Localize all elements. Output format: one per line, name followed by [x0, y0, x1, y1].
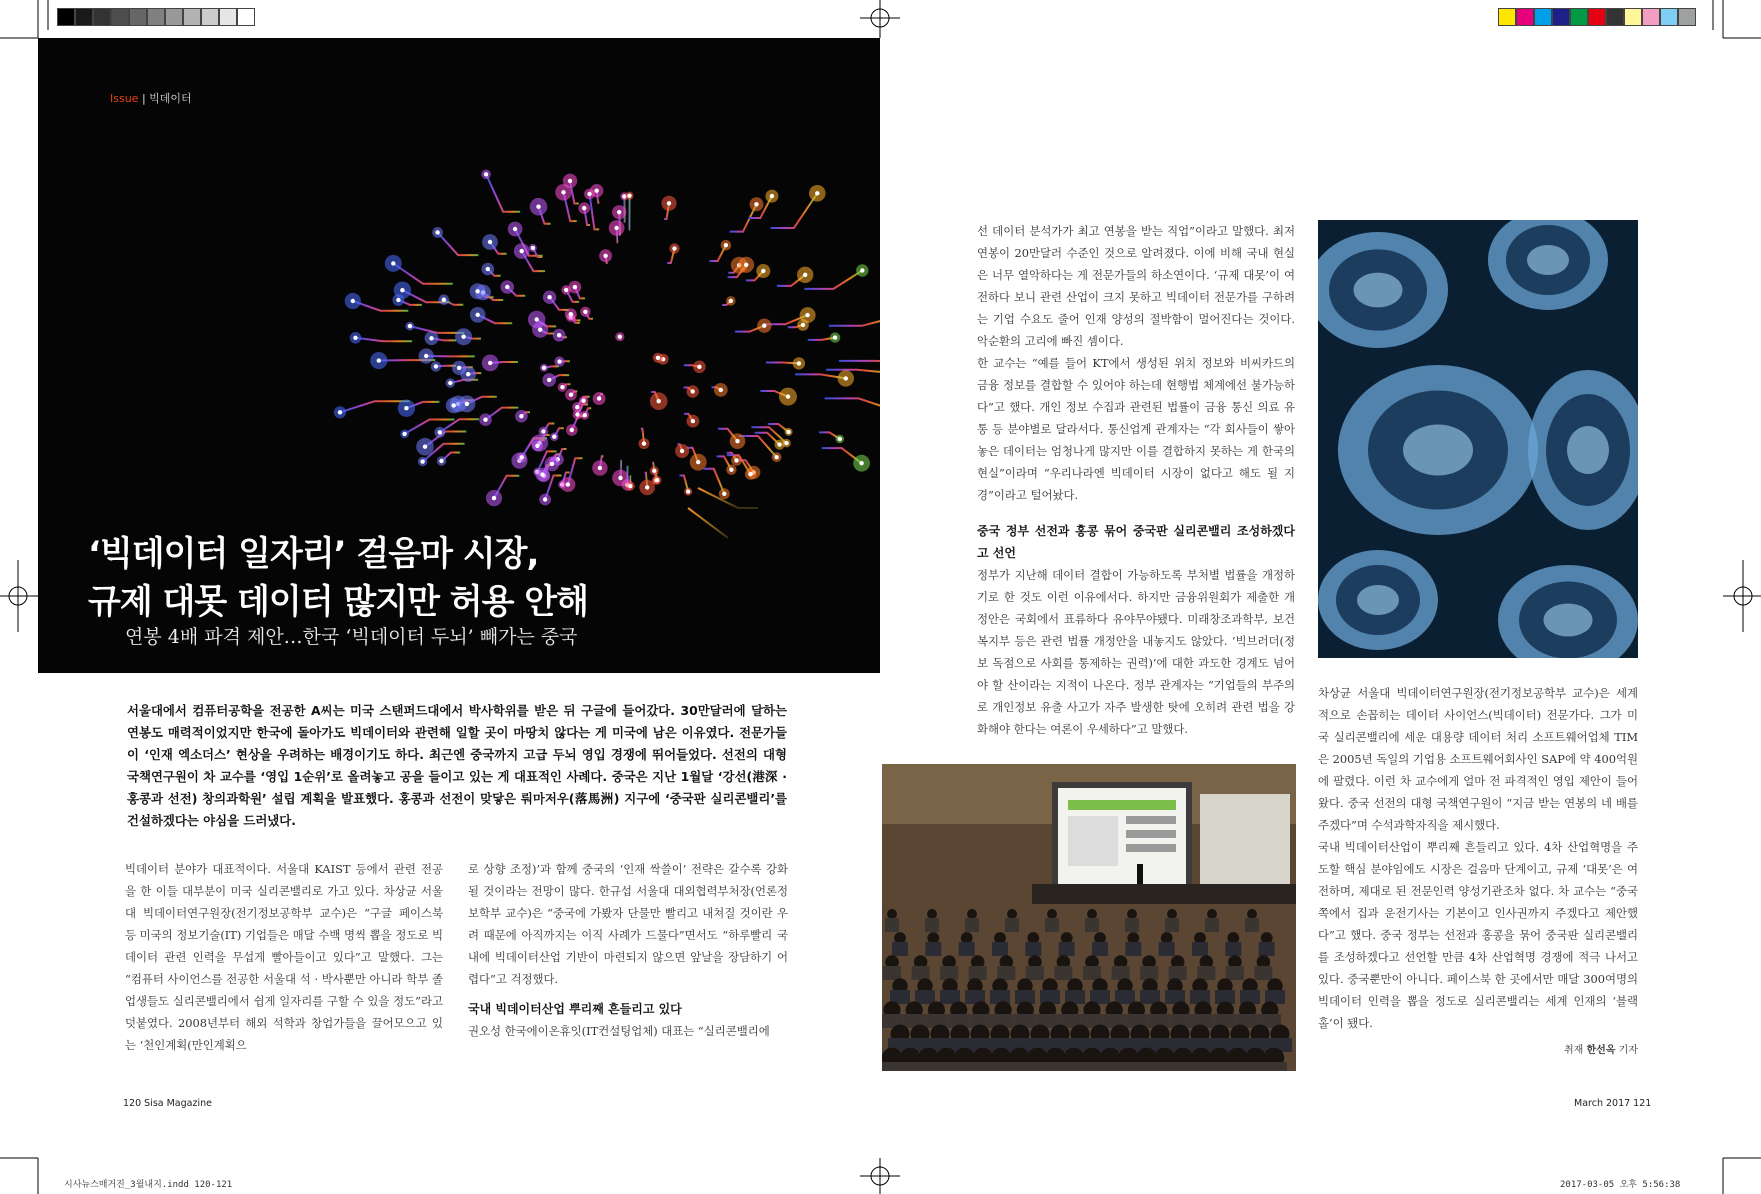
- issue-section: 빅데이터: [149, 92, 192, 105]
- body-paragraph: 정부가 지난해 데이터 결합이 가능하도록 부처별 법률을 개정하기로 한 것도 이런 이유에서다. 하지만 금융위원회가 제출한 개정안은 국회에서 표류하다 유야무야됐다. 미래창조과학부, 보건복지부 등은 관련 법률 개정안을 내놓지도 않았다. ‘빅브러더(정보 독점으로 사회를 통제하는 권력)’에 대한 과도한 경계도 넘어야 할 산이라는 지적이 나온다. 정부 관계자는 “기업들의 부주의로 개인정보 유출 사고가 자주 발생한 탓에 오히려 관련 법을 강화해야 한다는 여론이 우세하다”고 말했다.: [977, 568, 1295, 736]
- section-heading: 중국 정부 선전과 홍콩 묶어 중국판 실리콘밸리 조성하겠다고 선언: [977, 524, 1295, 560]
- file-slug: 시사뉴스매거진_3월내지.indd 120-121: [64, 1180, 233, 1190]
- seminar-audience-photo: [882, 764, 1296, 1071]
- byline-name: 한선옥: [1586, 1045, 1616, 1056]
- subheadline: 연봉 4배 파격 제안…한국 ‘빅데이터 두뇌’ 빼가는 중국: [125, 626, 578, 648]
- lead-paragraph: 서울대에서 컴퓨터공학을 전공한 A씨는 미국 스탠퍼드대에서 박사학위를 받은 뒤 구글에 들어갔다. 30만달러에 달하는 연봉도 매력적이었지만 한국에 돌아가도 빅데이터와 관련해 일할 곳이 마땅치 않다는 게 미국에 남은 이유였다. 전문가들이 ‘인재 엑소더스’ 현상을 우려하는 배경이기도 하다. 최근엔 중국까지 고급 두뇌 영입 경쟁에 뛰어들었다. 선전의 대형 국책연구원이 차 교수를 ‘영입 1순위’로 올려놓고 공을 들이고 있는 게 대표적인 사례다. 중국은 지난 1월달 ‘강선(港深 · 홍콩과 선전) 창의과학원’ 설립 계획을 발표했다. 홍콩과 선전이 맞닿은 뤄마저우(落馬洲) 지구에 ‘중국판 실리콘밸리’를 건설하겠다는 야심을 드러냈다.: [127, 703, 787, 828]
- brain-mri-photo: [1318, 220, 1638, 658]
- byline: [1318, 1040, 1638, 1062]
- section-tag: Issue | 빅데이터: [110, 92, 192, 105]
- headline-line-2: 규제 대못 데이터 많지만 허용 안해: [88, 582, 588, 622]
- body-paragraph: 빅데이터 분야가 대표적이다. 서울대 KAIST 등에서 관련 전공을 한 이들 대부분이 미국 실리콘밸리로 가고 있다. 차상균 서울대 빅데이터연구원장(전기정보공학부 교수)은 “구글 페이스북 등 미국의 정보기술(IT) 기업들은 매달 수백 명씩 뽑을 정도로 빅데이터 관련 인력을 무섭게 빨아들이고 있다”고 말했다. 그는 “컴퓨터 사이언스를 전공한 서울대 석 · 박사뿐만 아니라 학부 졸업생들도 실리콘밸리에서 쉽게 일자리를 구할 수 있을 정도”라고 덧붙였다. 2008년부터 해외 석학과 창업가들을 끌어모으고 있는 ‘천인계획(만인계획으: [125, 862, 443, 1052]
- body-paragraph: 권오성 한국에이온휴잇(IT컨설팅업체) 대표는 “실리콘밸리에: [468, 1024, 770, 1038]
- body-paragraph: 로 상향 조정)’과 함께 중국의 ‘인재 싹쓸이’ 전략은 갈수록 강화될 것이라는 전망이 많다. 한규섭 서울대 대외협력부처장(언론정보학부 교수)은 “중국에 가봤자 단물만 빨리고 내쳐질 것이란 우려 때문에 아직까지는 이직 사례가 드물다”면서도 “하루빨리 국내에 빅데이터산업 기반이 마련되지 않으면 앞날을 장담하기 어렵다”고 걱정했다.: [468, 862, 788, 986]
- headline: [88, 530, 868, 626]
- headline-line-1: ‘빅데이터 일자리’ 걸음마 시장,: [88, 534, 539, 574]
- body-paragraph: 한 교수는 “예를 들어 KT에서 생성된 위치 정보와 비씨카드의 금융 정보를 결합할 수 있어야 하는데 현행법 체계에선 불가능하다”고 했다. 개인 정보 수집과 관련된 법률이 금융 통신 의료 유통 등 분야별로 달라서다. 통신업계 관계자는 “각 회사들이 쌓아 놓은 데이터는 엄청나게 많지만 이를 결합하지 못하는 게 한국의 현실”이라며 “우리나라엔 빅데이터 시장이 없다고 해도 될 지경”이라고 털어놨다.: [977, 356, 1295, 502]
- byline-prefix: 취재: [1563, 1045, 1584, 1056]
- timestamp-slug: 2017-03-05 오후 5:56:38: [1560, 1180, 1681, 1190]
- page-number-left: 120 Sisa Magazine: [123, 1098, 212, 1109]
- section-heading: 국내 빅데이터산업 뿌리째 흔들리고 있다: [468, 1002, 682, 1016]
- page-number-right: March 2017 121: [1574, 1098, 1652, 1109]
- body-paragraph: 선 데이터 분석가가 최고 연봉을 받는 직업”이라고 말했다. 최저 연봉이 20만달러 수준인 것으로 알려졌다. 이에 비해 국내 현실은 너무 열악하다는 게 전문가들의 하소연이다. ‘규제 대못’이 여전하다 보니 관련 산업이 크지 못하고 빅데이터 전문가를 구하려는 기업 수요도 줄어 인재 양성의 절박함이 멀어진다는 것이다. 악순환의 고리에 빠진 셈이다.: [977, 224, 1295, 348]
- body-paragraph: 차상균 서울대 빅데이터연구원장(전기정보공학부 교수)은 세계적으로 손꼽히는 데이터 사이언스(빅데이터) 전문가다. 그가 미국 실리콘밸리에 세운 대용량 데이터 처리 소프트웨어업체 TIM은 2005년 독일의 기업용 소프트웨어회사인 SAP에 약 400억원에 팔렸다. 이런 차 교수에게 얼마 전 파격적인 영입 제안이 들어왔다. 중국 선전의 대형 국책연구원이 “지금 받는 연봉의 네 배를 주겠다”며 수석과학자직을 제시했다.: [1318, 686, 1638, 832]
- body-column-4: [1318, 682, 1638, 1062]
- byline-suffix: 기자: [1618, 1045, 1638, 1056]
- body-column-3: [977, 220, 1295, 740]
- issue-label: Issue: [110, 92, 139, 105]
- body-column-1: [125, 858, 443, 1056]
- body-column-2: [468, 858, 788, 1042]
- body-paragraph: 국내 빅데이터산업이 뿌리째 흔들리고 있다. 4차 산업혁명을 주도할 핵심 분야임에도 시장은 걸음마 단계이고, 규제 ‘대못’은 여전하며, 제대로 된 전문인력 양성기관조차 없다. 차 교수는 “중국 쪽에서 집과 운전기사는 기본이고 인사권까지 주겠다고 제안했다”고 했다. 중국 정부는 선전과 홍콩을 묶어 중국판 실리콘밸리를 조성하겠다고 선언할 만큼 4차 산업혁명 경쟁에 적극 나서고 있다. 중국뿐만이 아니다. 페이스북 한 곳에서만 매달 300여명의 빅데이터 인력을 뽑을 정도로 실리콘밸리는 세계 인재의 ‘블랙홀’이 됐다.: [1318, 840, 1638, 1030]
